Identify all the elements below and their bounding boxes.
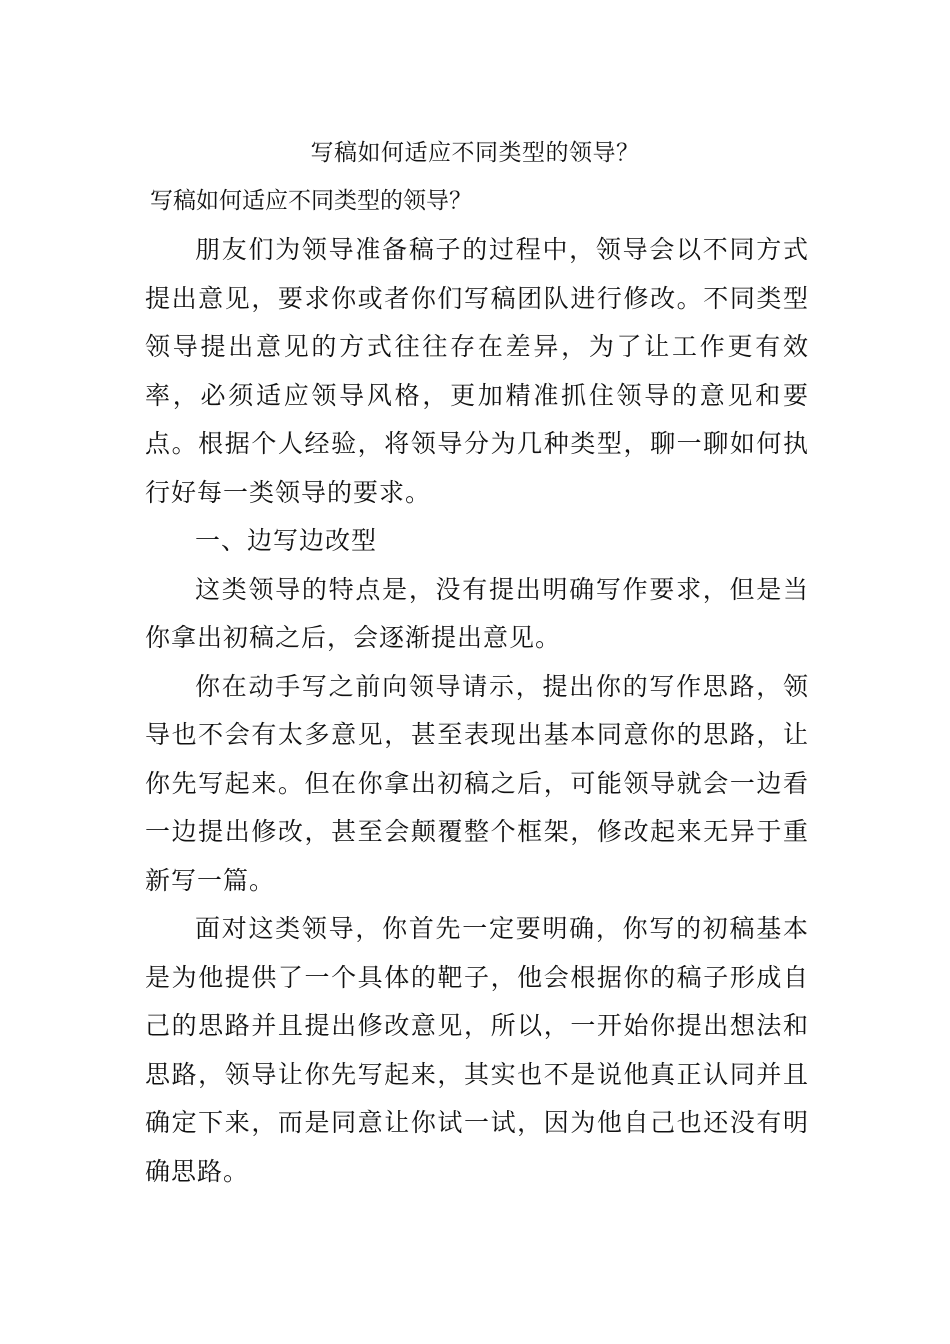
paragraph-advice: 面对这类领导，你首先一定要明确，你写的初稿基本是为他提供了一个具体的靶子，他会根据你的稿子形成自己的思路并且提出修改意见，所以，一开始你提出想法和思路，领导让你先写起来，其实也不是说他真正认同并且确定下来，而是同意让你试一试，因为他自己也还没有明确思路。	[145, 914, 809, 1186]
paragraph-situation: 你在动手写之前向领导请示，提出你的写作思路，领导也不会有太多意见，甚至表现出基本同意你的思路，让你先写起来。但在你拿出初稿之后，可能领导就会一边看一边提出修改，甚至会颠覆整个框架，修改起来无异于重新写一篇。	[145, 671, 809, 895]
paragraph-intro: 朋友们为领导准备稿子的过程中，领导会以不同方式提出意见，要求你或者你们写稿团队进行修改。不同类型领导提出意见的方式往往存在差异，为了让工作更有效率，必须适应领导风格，更加精准抓住领导的意见和要点。根据个人经验，将领导分为几种类型，聊一聊如何执行好每一类领导的要求。	[145, 235, 809, 507]
paragraph-characteristics: 这类领导的特点是，没有提出明确写作要求，但是当你拿出初稿之后，会逐渐提出意见。	[145, 574, 809, 652]
section-heading: 一、边写边改型	[195, 526, 378, 555]
document-subtitle: 写稿如何适应不同类型的领导？	[150, 188, 472, 214]
document-title: 写稿如何适应不同类型的领导？	[310, 140, 640, 166]
document-body	[145, 226, 809, 1196]
